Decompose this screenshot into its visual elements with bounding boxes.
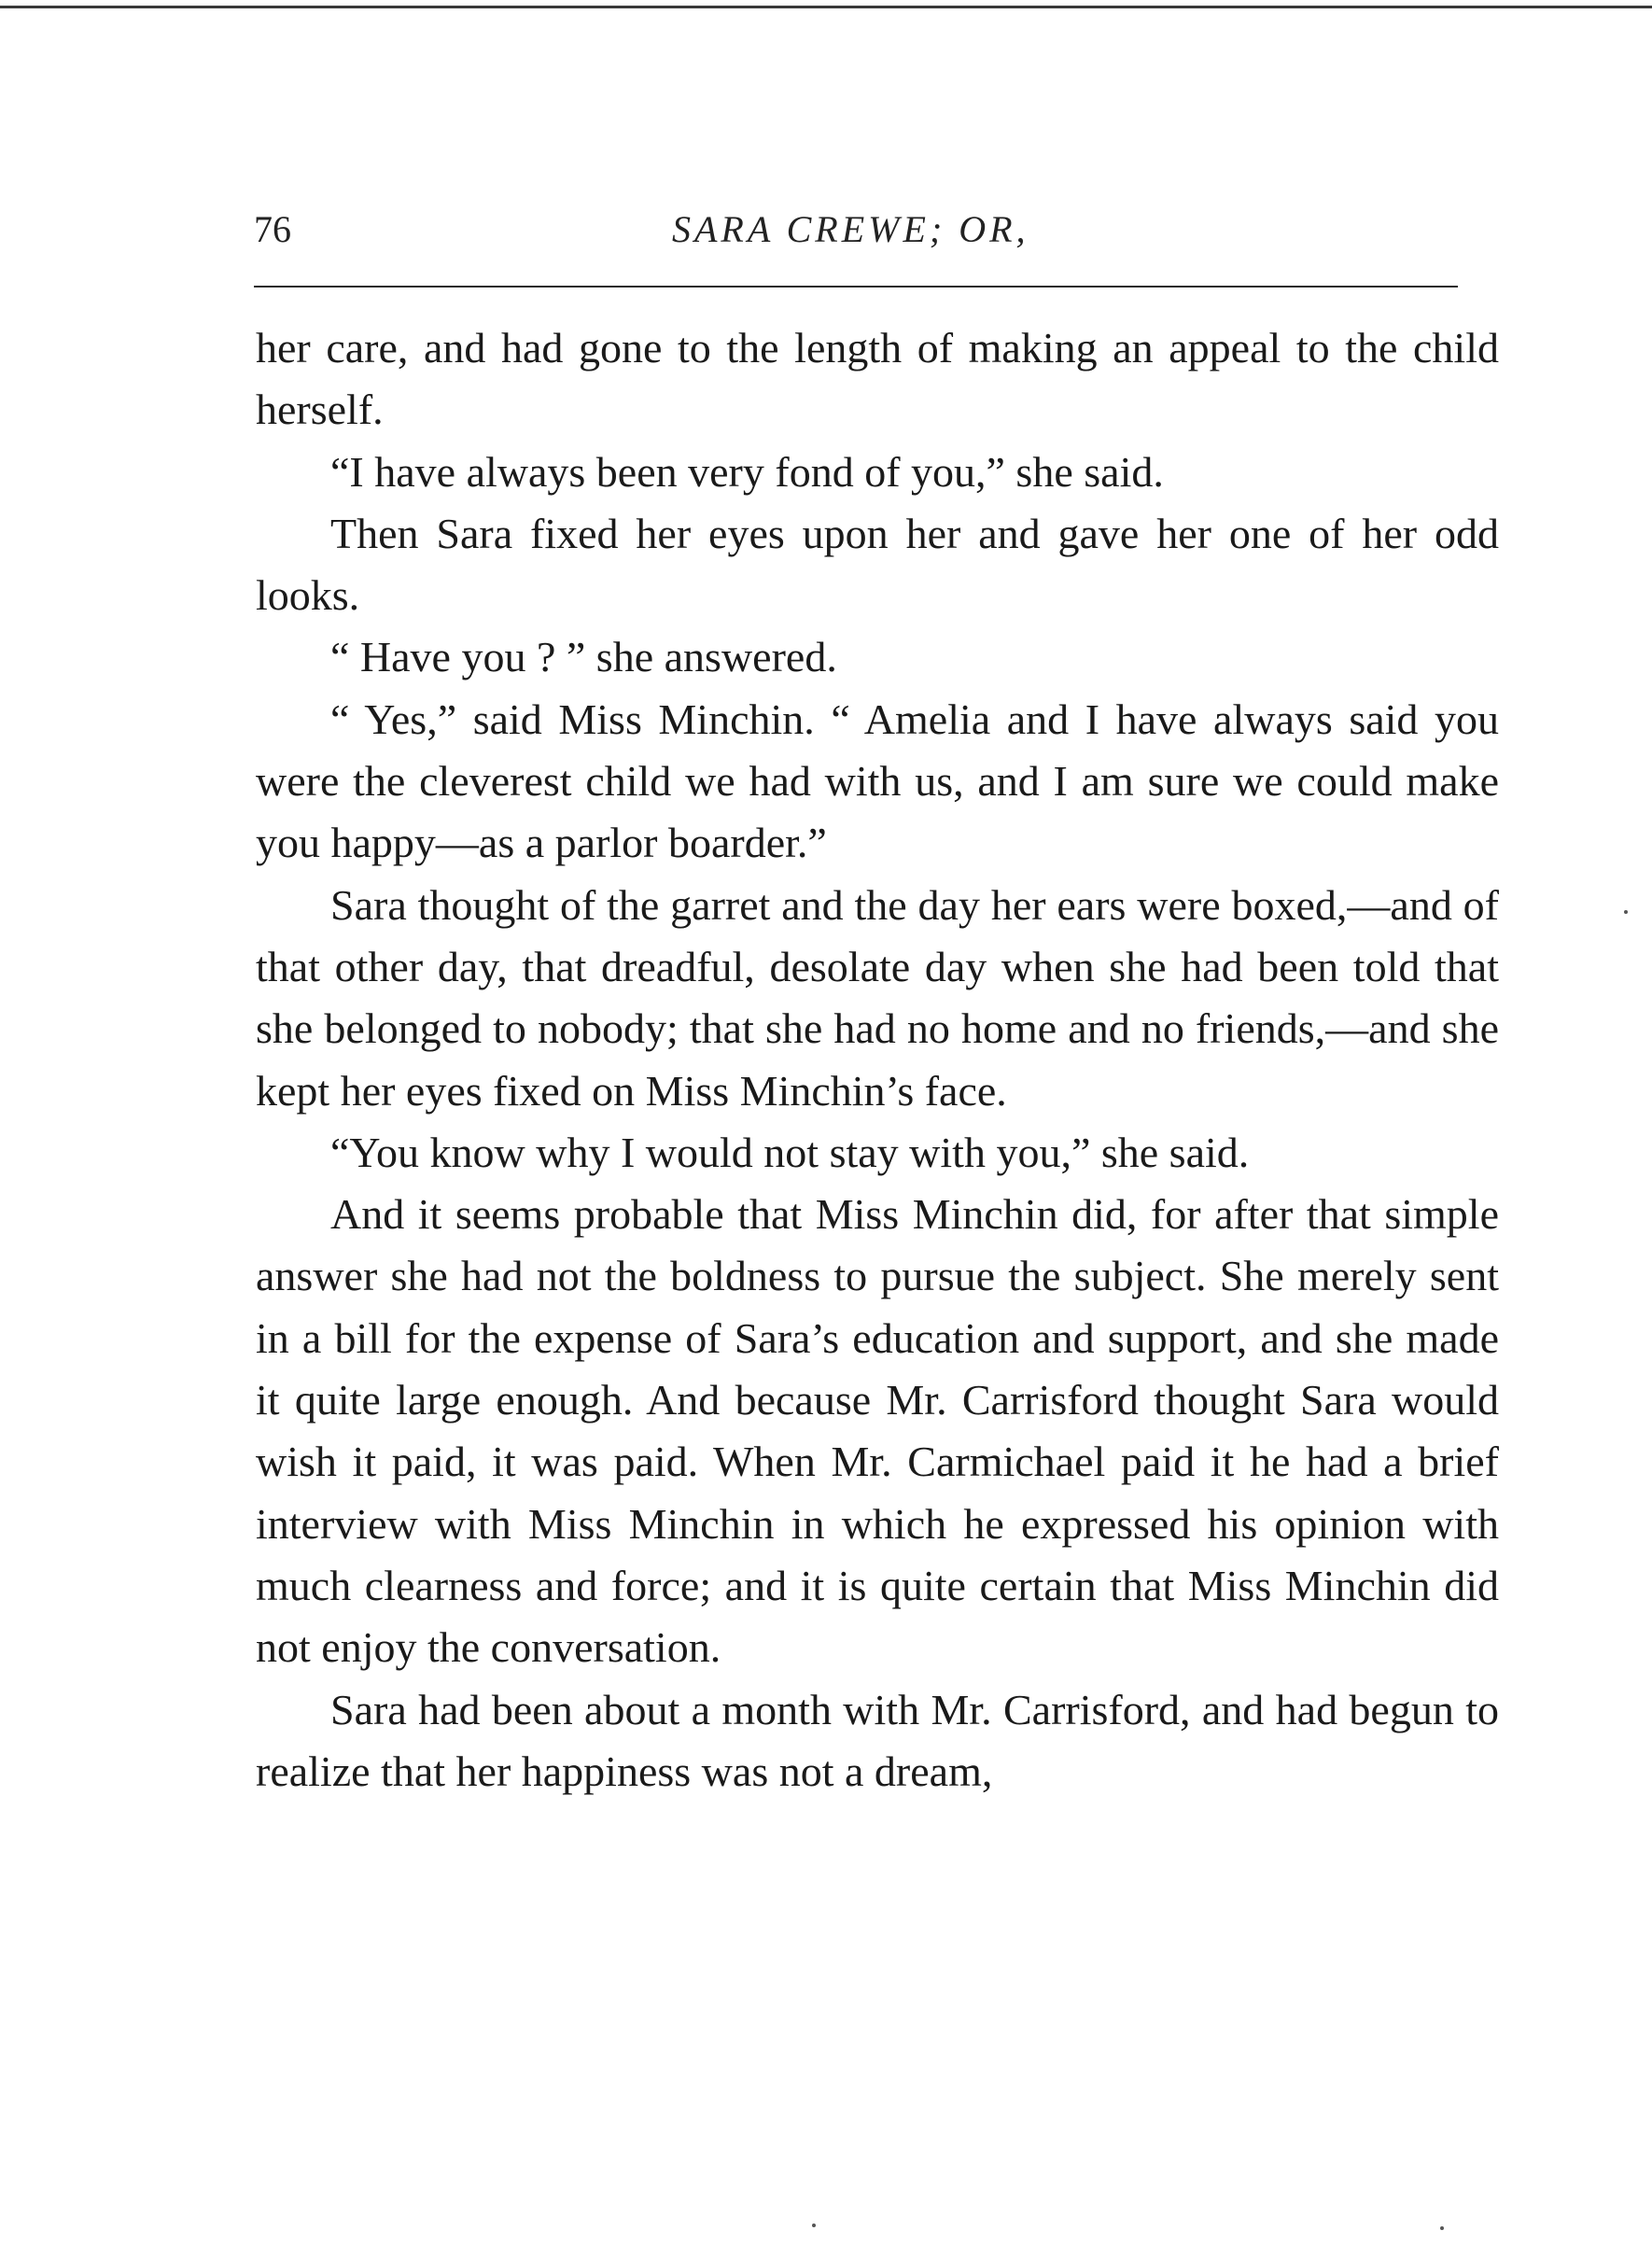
paragraph: And it seems probable that Miss Minchin did, for after that simple answer she had not the boldness to pursue the subject. She merely sent in a bill for the expense of Sara’s education and support, and she made it quite large enough. And because Mr. Carrisford thought Sara would wish it paid, it was paid. When Mr. Carmichael paid it he had a brief interview with Miss Minchin in which he expressed his opinion with much clearness and force; and it is quite certain that Miss Minchin did not enjoy the conversation. <box>256 1190 1499 1672</box>
paragraph: “You know why I would not stay with you,” she said. <box>330 1128 1250 1176</box>
running-title: SARA CREWE; OR, <box>672 208 1029 250</box>
paragraph: “I have always been very fond of you,” she said. <box>330 447 1164 496</box>
page-number: 76 <box>254 208 291 250</box>
paragraph-continuation: her care, and had gone to the length of making an appeal to the child herself. <box>256 324 1499 434</box>
header-rule <box>254 286 1458 288</box>
paragraph: Sara thought of the garret and the day her ears were boxed,—and of that other day, that dreadful, desolate day when she had been told that she belonged to nobody; that she had no home and no friends,—and she kept her eyes fixed on Miss Minchin’s face. <box>256 880 1499 1115</box>
paragraph: “ Yes,” said Miss Minchin. “ Amelia and I have always said you were the cleverest child we had with us, and I am sure we could make you happy—as a parlor boarder.” <box>256 695 1499 867</box>
paragraph: Sara had been about a month with Mr. Carrisford, and had begun to realize that her happiness was not a dream, <box>256 1685 1499 1795</box>
top-border-rule <box>0 6 1652 8</box>
scan-speck <box>1624 910 1628 914</box>
body-text <box>256 317 1499 1803</box>
paragraph: Then Sara fixed her eyes upon her and gave her one of her odd looks. <box>256 509 1499 620</box>
paragraph: “ Have you ? ” she answered. <box>330 633 837 681</box>
scan-speck <box>1440 2226 1444 2230</box>
scan-speck <box>812 2224 816 2227</box>
